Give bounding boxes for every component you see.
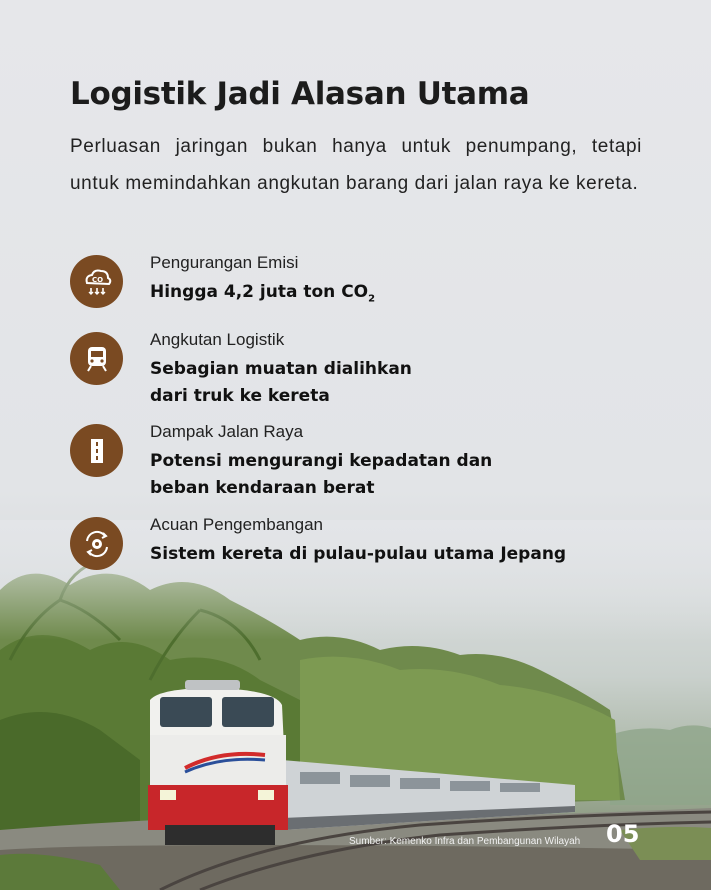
source-caption: Sumber: Kemenko Infra dan Pembangunan Wilayah: [349, 836, 581, 847]
item-label: Angkutan Logistik: [150, 330, 285, 349]
intro-paragraph: Perluasan jaringan bukan hanya untuk penumpang, tetapi untuk memindahkan angkutan barang dari jalan raya ke kereta.: [70, 136, 642, 194]
item-value: [150, 279, 375, 312]
item-value-line: Sebagian muatan dialihkan: [150, 359, 412, 379]
item-value-line: dari truk ke kereta: [150, 386, 330, 406]
item-value: [150, 356, 412, 410]
train-icon: [70, 332, 123, 385]
item-value: Sistem kereta di pulau-pulau utama Jepang: [150, 544, 567, 564]
road-icon: [70, 424, 123, 477]
page-title: Logistik Jadi Alasan Utama: [70, 76, 530, 112]
item-label: Acuan Pengembangan: [150, 515, 323, 534]
item-value-line: Potensi mengurangi kepadatan dan: [150, 451, 493, 471]
item-value: [150, 448, 492, 502]
page-number: 05: [606, 820, 640, 848]
item-label: Pengurangan Emisi: [150, 253, 299, 272]
development-cycle-icon: [70, 517, 123, 570]
item-value-line: beban kendaraan berat: [150, 478, 375, 498]
svg-text:CO: CO: [91, 275, 103, 284]
item-value-text: Hingga 4,2 juta ton CO: [150, 282, 369, 302]
co2-emission-icon: [70, 255, 123, 308]
item-label: Dampak Jalan Raya: [150, 422, 304, 441]
co2-subscript: 2: [368, 293, 376, 305]
